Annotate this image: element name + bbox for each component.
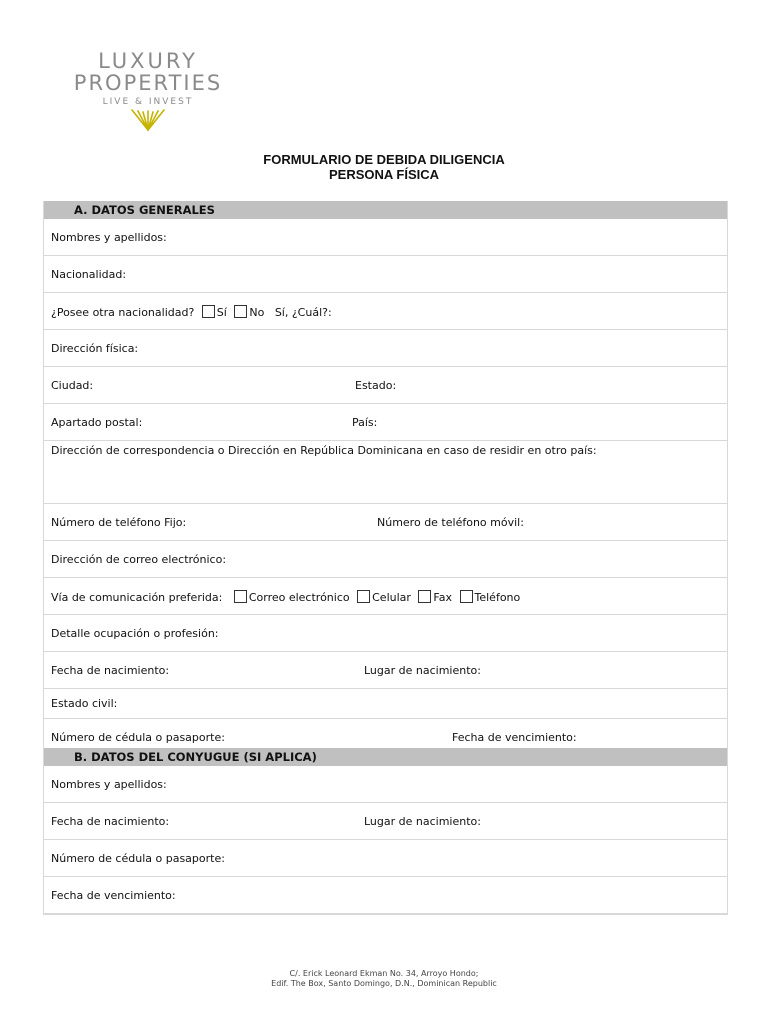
communication-preference-row bbox=[44, 578, 727, 615]
address-label: Dirección física: bbox=[51, 342, 139, 355]
spouse-expiry-row[interactable] bbox=[44, 877, 727, 914]
checkbox-si[interactable] bbox=[202, 305, 215, 318]
spouse-expiry-label: Fecha de vencimiento: bbox=[51, 889, 176, 902]
which-nationality-label: Sí, ¿Cuál?: bbox=[274, 306, 332, 319]
comm-email-label: Correo electrónico bbox=[248, 591, 350, 604]
checkbox-si-label: Sí bbox=[216, 306, 227, 319]
occupation-label: Detalle ocupación o profesión: bbox=[51, 627, 219, 640]
spouse-id-number-label: Número de cédula o pasaporte: bbox=[51, 852, 225, 865]
id-number-label: Número de cédula o pasaporte: bbox=[51, 731, 225, 744]
comm-pref-label: Vía de comunicación preferida: bbox=[51, 591, 223, 604]
phones-row[interactable] bbox=[44, 504, 727, 541]
due-diligence-form bbox=[43, 201, 728, 915]
po-country-row[interactable] bbox=[44, 404, 727, 441]
company-logo bbox=[58, 50, 238, 132]
id-row[interactable] bbox=[44, 719, 727, 748]
birth-date-label: Fecha de nacimiento: bbox=[51, 664, 170, 677]
other-nationality-label: ¿Posee otra nacionalidad? bbox=[51, 306, 195, 319]
logo-emblem-icon bbox=[128, 108, 168, 132]
comm-fax-label: Fax bbox=[433, 591, 452, 604]
checkbox-comm-fax[interactable] bbox=[418, 590, 431, 603]
other-nationality-row bbox=[44, 293, 727, 330]
civil-status-row[interactable] bbox=[44, 689, 727, 719]
footer-line2: Edif. The Box, Santo Domingo, D.N., Dominican Republic bbox=[271, 979, 497, 988]
comm-phone-label: Teléfono bbox=[474, 591, 521, 604]
spouse-names-label: Nombres y apellidos: bbox=[51, 778, 167, 791]
footer-address bbox=[0, 969, 768, 989]
nationality-label: Nacionalidad: bbox=[51, 268, 127, 281]
comm-cell-label: Celular bbox=[372, 591, 411, 604]
po-box-label: Apartado postal: bbox=[51, 416, 143, 429]
state-label: Estado: bbox=[355, 379, 397, 392]
other-nationality-group bbox=[51, 305, 332, 319]
nationality-row[interactable] bbox=[44, 256, 727, 293]
spouse-birth-place-label: Lugar de nacimiento: bbox=[364, 815, 481, 828]
id-expiry-label: Fecha de vencimiento: bbox=[452, 731, 577, 744]
country-label: País: bbox=[352, 416, 378, 429]
form-title bbox=[0, 152, 768, 182]
birth-place-label: Lugar de nacimiento: bbox=[364, 664, 481, 677]
email-row[interactable] bbox=[44, 541, 727, 578]
section-a-header: A. DATOS GENERALES bbox=[44, 201, 727, 219]
correspondence-address-row[interactable] bbox=[44, 441, 727, 504]
civil-status-label: Estado civil: bbox=[51, 697, 118, 710]
checkbox-comm-cell[interactable] bbox=[357, 590, 370, 603]
logo-tagline: LIVE & INVEST bbox=[102, 97, 194, 107]
logo-line2: PROPERTIES bbox=[73, 71, 223, 95]
phone-fixed-label: Número de teléfono Fijo: bbox=[51, 516, 187, 529]
checkbox-comm-phone[interactable] bbox=[460, 590, 473, 603]
birth-row[interactable] bbox=[44, 652, 727, 689]
checkbox-comm-email[interactable] bbox=[234, 590, 247, 603]
form-title-line1: FORMULARIO DE DEBIDA DILIGENCIA bbox=[263, 152, 505, 167]
checkbox-no[interactable] bbox=[234, 305, 247, 318]
city-label: Ciudad: bbox=[51, 379, 94, 392]
form-title-line2: PERSONA FÍSICA bbox=[328, 167, 440, 182]
occupation-row[interactable] bbox=[44, 615, 727, 652]
footer-line1: C/. Erick Leonard Ekman No. 34, Arroyo Hondo; bbox=[289, 969, 479, 978]
comm-pref-group bbox=[51, 590, 520, 604]
phone-mobile-label: Número de teléfono móvil: bbox=[377, 516, 524, 529]
names-row[interactable] bbox=[44, 219, 727, 256]
checkbox-no-label: No bbox=[249, 306, 265, 319]
address-row[interactable] bbox=[44, 330, 727, 367]
names-label: Nombres y apellidos: bbox=[51, 231, 167, 244]
correspondence-address-label: Dirección de correspondencia o Dirección en República Dominicana en caso de residir en otro país: bbox=[51, 444, 597, 457]
section-b-header: B. DATOS DEL CONYUGUE (SI APLICA) bbox=[44, 748, 727, 766]
email-label: Dirección de correo electrónico: bbox=[51, 553, 227, 566]
city-state-row[interactable] bbox=[44, 367, 727, 404]
spouse-names-row[interactable] bbox=[44, 766, 727, 803]
logo-line1: LUXURY bbox=[98, 49, 198, 73]
spouse-birth-row[interactable] bbox=[44, 803, 727, 840]
spouse-id-row[interactable] bbox=[44, 840, 727, 877]
spouse-birth-date-label: Fecha de nacimiento: bbox=[51, 815, 170, 828]
